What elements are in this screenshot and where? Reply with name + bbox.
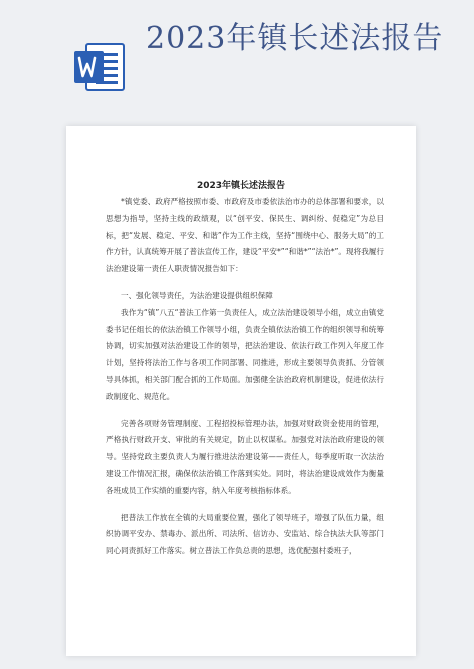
- section-heading-1: 一、强化领导责任，为法治建设提供组织保障: [121, 290, 273, 300]
- paragraph-finance: 完善各项财务管理制度、工程招投标管理办法，加强对财政资金使用的管理，严格执行财政开支、审批的有关规定，防止以权谋私。加强党对法治政府建设的领导。坚持党政主要负责人为履行推进法治建设第——责任人，每季度听取一次法治建设工作情况汇报，确保依法治镇工作落到实处。同时，将法治建设成效作为衡量各班成员工作实绩的重要内容，纳入年度考核指标体系。: [106, 418, 384, 495]
- page-title: 2023年镇长述法报告: [146, 21, 444, 56]
- paragraph-intro: *镇党委、政府严格按照市委、市政府及市委依法治市办的总体部署和要求，以思想为指导，坚持主线的政绩观，以“创平安、保民生、调纠纷、促稳定”为总目标，把“发展、稳定、平安、和谐”作为工作主线，坚持“围绕中心、服务大局”的工作方针，认真统筹开展了普法宣传工作，建设“平安*”“和谐*”“法治*”。现将我履行法治建设第一责任人职责情况报告如下：: [106, 197, 384, 274]
- document-page: [66, 126, 416, 656]
- document-title: 2023年镇长述法报告: [196, 181, 286, 191]
- header-banner: [0, 0, 474, 118]
- paragraph-legal-promotion: 把普法工作放在全镇的大局重要位置，强化了领导班子，增强了队伍力量，组织协调平安办、禁毒办、派出所、司法所、信访办、安监站、综合执法大队等部门同心同责抓好工作落实。树立普法工作负总责的思想，选优配强村委班子，: [106, 512, 384, 556]
- paragraph-leadership: 我作为“镇”八五“普法工作第一负责任人，成立法治建设领导小组，成立由镇党委书记任组长的依法治镇工作领导小组，负责全镇依法治镇工作的组织领导和统筹协调，切实加强对法治建设工作的领导，把法治建设、依法行政工作列入年度工作计划，坚持将法治工作与各项工作同部署、同推进，形成主要领导负责抓、分管领导具体抓，相关部门配合抓的工作局面。加强健全法治政府机制建设，促进依法行政制度化、规范化。: [106, 307, 384, 401]
- document-body: [106, 194, 384, 560]
- word-document-icon: [72, 40, 126, 94]
